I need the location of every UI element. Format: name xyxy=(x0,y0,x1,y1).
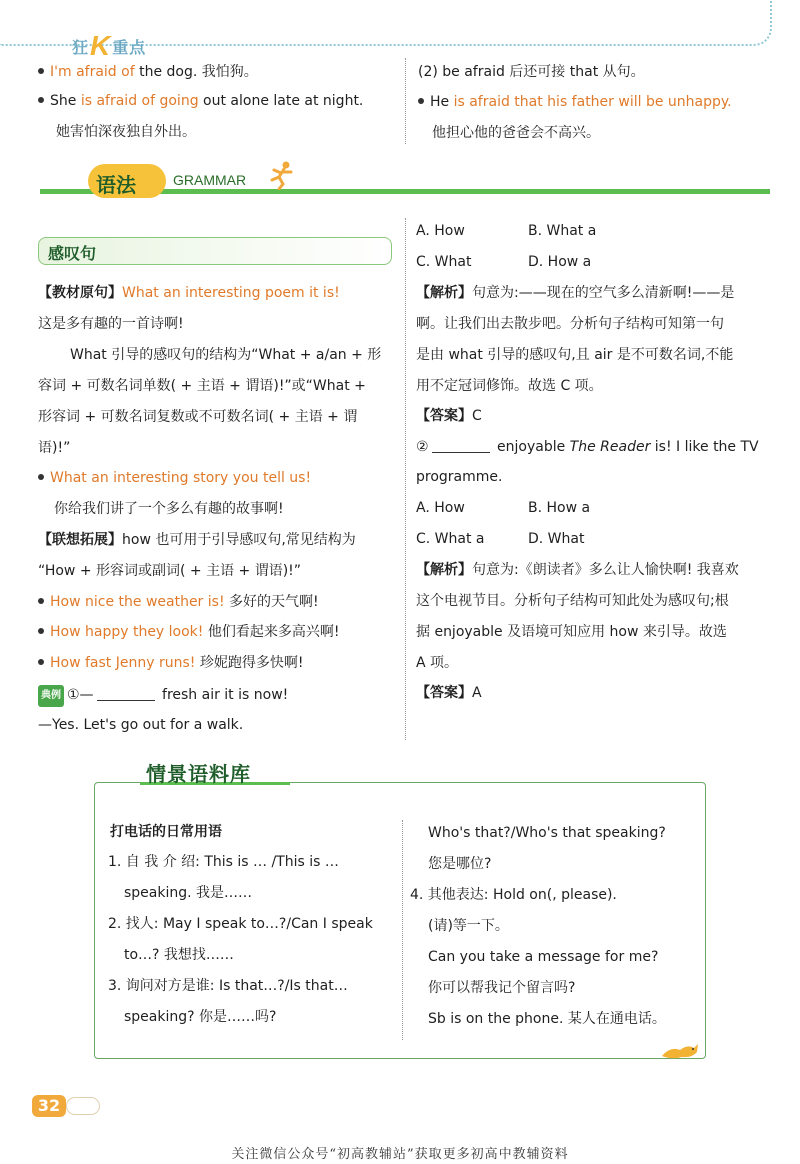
text: 句意为:《朗读者》多么让人愉快啊! 我喜欢 xyxy=(472,562,739,578)
option-b: B. How a xyxy=(528,500,591,516)
text: is! I like the TV xyxy=(650,439,759,455)
tag-label: 【答案】 xyxy=(416,685,472,701)
question-1 xyxy=(38,685,288,708)
top-example-1 xyxy=(38,62,258,82)
analysis-line: 据 enjoyable 及语境可知应用 how 来引导。故选 xyxy=(416,624,727,640)
corpus-heading: 打电话的日常用语 xyxy=(110,824,222,840)
text: enjoyable xyxy=(492,439,570,455)
question-2-cont: programme. xyxy=(416,469,503,485)
question-1-reply: —Yes. Let's go out for a walk. xyxy=(38,717,244,733)
corpus-line: Sb is on the phone. 某人在通电话。 xyxy=(428,1011,666,1027)
corpus-title: 情景语料库 xyxy=(146,762,251,786)
paragraph-line: 形容词 + 可数名词复数或不可数名词( + 主语 + 谓 xyxy=(38,409,358,425)
analysis-line: 用不定冠词修饰。故选 C 项。 xyxy=(416,378,603,394)
answer-line xyxy=(416,683,482,703)
highlight: is afraid that his father will be unhappy xyxy=(453,94,728,110)
answer-blank xyxy=(432,439,490,453)
corpus-line: Can you take a message for me? xyxy=(428,949,659,965)
tag-label: 【解析】 xyxy=(416,285,472,301)
option-b: B. What a xyxy=(528,223,597,239)
text: 他们看起来多高兴啊! xyxy=(203,624,340,640)
example-badge: 典例 xyxy=(38,685,64,707)
title-text: The Reader xyxy=(569,439,651,455)
tag-label: 【答案】 xyxy=(416,408,472,424)
option-c: C. What xyxy=(416,254,472,270)
corpus-line: Who's that?/Who's that speaking? xyxy=(428,825,666,841)
bullet-icon xyxy=(38,659,44,665)
analysis-line: 是由 what 引导的感叹句,且 air 是不可数名词,不能 xyxy=(416,347,734,363)
paragraph-line: 容词 + 可数名词单数( + 主语 + 谓语)!”或“What + xyxy=(38,378,366,394)
bullet-icon xyxy=(38,628,44,634)
column-divider xyxy=(405,58,406,144)
option-c: C. What a xyxy=(416,531,485,547)
bullet-icon xyxy=(38,598,44,604)
answer-value: C xyxy=(472,408,482,424)
analysis-line xyxy=(416,560,739,580)
text: how 也可用于引导感叹句,常见结构为 xyxy=(122,532,356,548)
brand-logo xyxy=(72,28,146,60)
highlight: I'm afraid of xyxy=(50,64,135,80)
corpus-divider xyxy=(402,820,403,1040)
highlight: What an interesting poem it is! xyxy=(122,285,340,301)
highlight: What an interesting story you tell us! xyxy=(50,470,312,486)
question-2 xyxy=(416,437,759,457)
highlight: is afraid of going xyxy=(80,93,199,109)
highlight: How nice the weather is! xyxy=(50,594,225,610)
fox-icon xyxy=(660,1040,700,1062)
brand-right: 重点 xyxy=(112,40,147,57)
tag-label: 【联想拓展】 xyxy=(38,532,122,548)
text: 珍妮跑得多快啊! xyxy=(195,655,304,671)
corpus-line: 您是哪位? xyxy=(428,856,492,872)
example-sentence xyxy=(38,622,339,642)
top-example-2-cn: 她害怕深夜独自外出。 xyxy=(56,124,196,140)
answer-value: A xyxy=(472,685,482,701)
corpus-line: 1. 自 我 介 绍: This is … /This is … xyxy=(108,854,339,870)
footer-note: 关注微信公众号“初高教辅站”获取更多初高中教辅资料 xyxy=(231,1147,569,1162)
bullet-icon xyxy=(38,68,44,74)
corpus-line: (请)等一下。 xyxy=(428,918,509,934)
highlight: How fast Jenny runs! xyxy=(50,655,196,671)
example-sentence xyxy=(38,468,311,488)
top-example-3-cn: 他担心他的爸爸会不高兴。 xyxy=(432,125,600,141)
corpus-line: 2. 找人: May I speak to…?/Can I speak xyxy=(108,916,373,932)
text: ② xyxy=(416,439,429,455)
page-number-decoration xyxy=(66,1097,100,1115)
text: fresh air it is now! xyxy=(157,687,289,703)
option-a: A. How xyxy=(416,223,465,239)
top-note: (2) be afraid 后还可接 that 从句。 xyxy=(418,64,645,80)
corpus-line: 4. 其他表达: Hold on(, please). xyxy=(410,887,617,903)
text: the dog. 我怕狗。 xyxy=(134,64,258,80)
page-number: 32 xyxy=(32,1095,66,1117)
analysis-line: 这个电视节目。分析句子结构可知此处为感叹句;根 xyxy=(416,593,729,609)
bullet-icon xyxy=(418,98,424,104)
bullet-icon xyxy=(38,474,44,480)
text: . xyxy=(727,94,732,110)
text: 多好的天气啊! xyxy=(224,594,319,610)
corpus-line: speaking. 我是…… xyxy=(124,885,253,901)
brand-left: 狂 xyxy=(72,40,90,57)
brand-k: K xyxy=(90,30,112,61)
analysis-line: A 项。 xyxy=(416,655,459,671)
text: out alone late at night. xyxy=(198,93,364,109)
paragraph-line: 语)!” xyxy=(38,440,71,456)
grammar-title: 语法 xyxy=(96,173,136,197)
tag-label: 【教材原句】 xyxy=(38,285,122,301)
corpus-line: 你可以帮我记个留言吗? xyxy=(428,980,576,996)
extension-line xyxy=(38,530,356,550)
textbook-sentence-cn: 这是多有趣的一首诗啊! xyxy=(38,316,184,332)
option-d: D. What xyxy=(528,531,585,547)
top-example-2 xyxy=(38,91,363,111)
section-title: 感叹句 xyxy=(48,244,97,263)
top-example-3 xyxy=(418,92,732,112)
tag-label: 【解析】 xyxy=(416,562,472,578)
example-sentence xyxy=(38,653,303,673)
corpus-line: speaking? 你是……吗? xyxy=(124,1009,277,1025)
corpus-line: to…? 我想找…… xyxy=(124,947,234,963)
option-d: D. How a xyxy=(528,254,592,270)
text: 句意为:——现在的空气多么清新啊!——是 xyxy=(472,285,735,301)
paragraph-line: What 引导的感叹句的结构为“What + a/an + 形 xyxy=(70,347,382,363)
grammar-label: GRAMMAR xyxy=(173,172,247,188)
answer-blank xyxy=(97,687,155,701)
text: She xyxy=(50,93,81,109)
column-divider xyxy=(405,218,406,740)
textbook-sentence xyxy=(38,283,340,303)
example-sentence xyxy=(38,592,319,612)
text: He xyxy=(430,94,454,110)
option-a: A. How xyxy=(416,500,465,516)
example-sentence-cn: 你给我们讲了一个多么有趣的故事啊! xyxy=(54,501,284,517)
analysis-line: 啊。让我们出去散步吧。分析句子结构可知第一句 xyxy=(416,316,724,332)
highlight: How happy they look! xyxy=(50,624,204,640)
extension-line: “How + 形容词或副词( + 主语 + 谓语)!” xyxy=(38,563,302,579)
answer-line xyxy=(416,406,482,426)
analysis-line xyxy=(416,283,734,303)
corpus-line: 3. 询问对方是谁: Is that…?/Is that… xyxy=(108,978,348,994)
bullet-icon xyxy=(38,97,44,103)
runner-icon xyxy=(266,160,296,190)
text: ①— xyxy=(67,687,94,703)
